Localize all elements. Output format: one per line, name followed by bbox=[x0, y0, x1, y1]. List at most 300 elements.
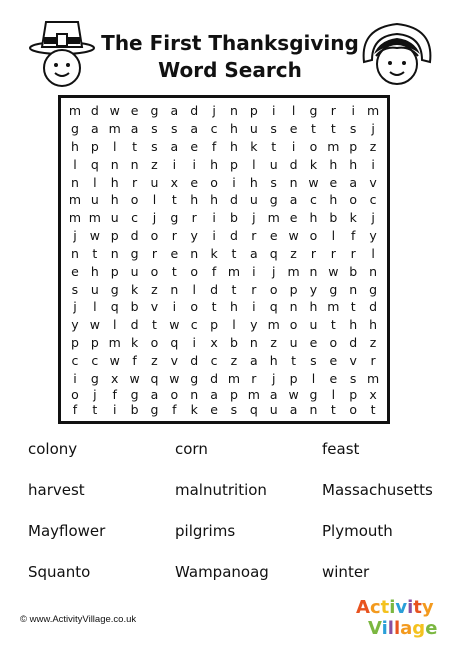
grid-cell: m bbox=[247, 387, 260, 402]
grid-cell: s bbox=[310, 352, 317, 368]
grid-cell: c bbox=[131, 210, 138, 226]
word-item: pilgrims bbox=[175, 522, 236, 540]
grid-cell: j bbox=[252, 210, 256, 226]
grid-cell: g bbox=[150, 402, 159, 417]
grid-cell: j bbox=[271, 370, 276, 386]
grid-cell: o bbox=[170, 387, 179, 402]
grid-cell: t bbox=[271, 139, 277, 155]
grid-cell: d bbox=[369, 299, 378, 315]
grid-cell: r bbox=[310, 245, 316, 261]
grid-cell: m bbox=[267, 210, 280, 226]
grid-cell: m bbox=[68, 210, 82, 226]
grid-cell: m bbox=[227, 263, 241, 279]
grid-cell: c bbox=[91, 352, 99, 368]
grid-cell: r bbox=[350, 245, 356, 261]
grid-cell: g bbox=[70, 121, 79, 137]
word-item: malnutrition bbox=[175, 481, 267, 499]
grid-cell: m bbox=[287, 263, 300, 279]
grid-cell: l bbox=[311, 370, 316, 386]
grid-cell: j bbox=[152, 210, 157, 226]
grid-cell: n bbox=[110, 245, 119, 261]
grid-cell: p bbox=[349, 387, 358, 402]
grid-cell: w bbox=[328, 263, 339, 279]
grid-cell: i bbox=[232, 174, 236, 190]
grid-cell: x bbox=[369, 387, 377, 402]
grid-cell: t bbox=[211, 299, 217, 315]
grid-cell: n bbox=[289, 174, 298, 190]
grid-cell: f bbox=[350, 228, 356, 244]
word-search-grid bbox=[58, 95, 390, 424]
word-item: winter bbox=[322, 563, 370, 581]
grid-cell: o bbox=[269, 281, 278, 297]
grid-cell: h bbox=[229, 299, 238, 315]
grid-cell: g bbox=[309, 103, 318, 119]
grid-cell: z bbox=[151, 156, 158, 172]
grid-cell: a bbox=[289, 402, 298, 417]
grid-cell: k bbox=[349, 210, 357, 226]
grid-cell: d bbox=[210, 370, 219, 386]
grid-cell: w bbox=[89, 317, 100, 333]
grid-cell: g bbox=[309, 387, 318, 402]
grid-cell: f bbox=[211, 139, 217, 155]
grid-cell: q bbox=[269, 299, 278, 315]
grid-cell: h bbox=[309, 210, 318, 226]
grid-cell: h bbox=[110, 192, 119, 208]
grid-cell: v bbox=[170, 352, 179, 368]
grid-cell: g bbox=[130, 387, 139, 402]
grid-cell: v bbox=[369, 174, 377, 190]
grid-cell: t bbox=[330, 402, 336, 417]
grid-cell: j bbox=[371, 121, 375, 137]
grid-cell: p bbox=[110, 263, 119, 279]
title-line-1: The First Thanksgiving bbox=[101, 31, 359, 55]
grid-cell: c bbox=[310, 192, 317, 208]
grid-cell: f bbox=[211, 263, 217, 279]
grid-cell: t bbox=[92, 245, 98, 261]
word-item: corn bbox=[175, 440, 208, 458]
grid-cell: s bbox=[230, 402, 238, 417]
grid-cell: a bbox=[349, 174, 358, 190]
grid-cell: s bbox=[270, 174, 277, 190]
grid-cell: m bbox=[366, 103, 380, 119]
grid-cell: d bbox=[210, 281, 219, 297]
grid-cell: w bbox=[169, 370, 180, 386]
activity-village-logo bbox=[352, 594, 450, 646]
grid-cell: e bbox=[329, 174, 338, 190]
grid-cell: u bbox=[90, 281, 99, 297]
grid-cell: s bbox=[349, 370, 357, 386]
grid-cell: c bbox=[210, 121, 218, 137]
grid-cell: p bbox=[229, 156, 238, 172]
grid-cell: h bbox=[349, 156, 358, 172]
grid-cell: j bbox=[93, 387, 97, 402]
grid-cell: h bbox=[210, 192, 219, 208]
grid-cell: l bbox=[112, 139, 117, 155]
grid-cell: l bbox=[192, 281, 196, 297]
grid-cell: r bbox=[251, 281, 257, 297]
grid-cell: f bbox=[172, 402, 177, 417]
title-line-2: Word Search bbox=[158, 58, 302, 82]
grid-cell: n bbox=[70, 245, 79, 261]
svg-text:Activity: Activity bbox=[356, 597, 434, 618]
grid-cell: i bbox=[192, 334, 196, 350]
grid-cell: t bbox=[370, 402, 376, 417]
grid-cell: z bbox=[369, 334, 377, 350]
grid-cell: l bbox=[331, 387, 336, 402]
grid-cell: i bbox=[112, 402, 117, 417]
grid-cell: t bbox=[132, 139, 138, 155]
pilgrim-girl-icon bbox=[358, 20, 436, 96]
grid-cell: t bbox=[350, 299, 356, 315]
grid-cell: j bbox=[73, 228, 77, 244]
grid-cell: p bbox=[229, 387, 238, 402]
grid-cell: e bbox=[190, 139, 199, 155]
grid-cell: i bbox=[371, 156, 375, 172]
grid-cell: d bbox=[190, 352, 199, 368]
grid-cell: u bbox=[249, 192, 258, 208]
grid-cell: a bbox=[249, 245, 258, 261]
grid-cell: s bbox=[151, 139, 158, 155]
grid-cell: h bbox=[229, 139, 238, 155]
svg-text:Village: Village bbox=[368, 618, 438, 639]
grid-cell: l bbox=[331, 228, 336, 244]
grid-cell: r bbox=[370, 352, 376, 368]
grid-cell: r bbox=[151, 245, 157, 261]
grid-cell: h bbox=[329, 156, 338, 172]
word-item: Mayflower bbox=[28, 522, 106, 540]
grid-cell: k bbox=[130, 281, 139, 297]
grid-cell: s bbox=[171, 121, 178, 137]
grid-cell: h bbox=[210, 156, 219, 172]
grid-cell: y bbox=[250, 317, 258, 333]
grid-cell: g bbox=[110, 281, 119, 297]
grid-cell: k bbox=[210, 245, 218, 261]
grid-cell: k bbox=[250, 139, 258, 155]
grid-cell: m bbox=[108, 334, 121, 350]
grid-cell: t bbox=[310, 121, 316, 137]
grid-cell: o bbox=[289, 317, 298, 333]
grid-cell: t bbox=[291, 352, 297, 368]
grid-cell: u bbox=[90, 192, 99, 208]
grid-cell: a bbox=[130, 121, 139, 137]
grid-cell: q bbox=[110, 299, 119, 315]
grid-cell: l bbox=[232, 317, 236, 333]
grid-cell: l bbox=[291, 103, 296, 119]
grid-cell: q bbox=[90, 156, 99, 172]
grid-cell: u bbox=[289, 334, 298, 350]
grid-cell: m bbox=[327, 139, 340, 155]
grid-cell: z bbox=[230, 352, 238, 368]
grid-cell: i bbox=[212, 228, 216, 244]
grid-cell: x bbox=[110, 370, 119, 386]
grid-cell: g bbox=[150, 103, 159, 119]
grid-cell: c bbox=[210, 352, 218, 368]
grid-cell: w bbox=[308, 174, 319, 190]
grid-cell: u bbox=[269, 156, 278, 172]
grid-cell: n bbox=[229, 103, 238, 119]
word-item: Wampanoag bbox=[175, 563, 269, 581]
grid-cell: z bbox=[290, 245, 297, 261]
grid-cell: t bbox=[231, 281, 237, 297]
grid-cell: n bbox=[249, 334, 258, 350]
grid-cell: j bbox=[212, 103, 216, 119]
grid-cell: h bbox=[90, 263, 99, 279]
grid-cell: z bbox=[151, 281, 158, 297]
grid-cell: o bbox=[150, 228, 159, 244]
grid-cell: d bbox=[130, 317, 139, 333]
grid-cell: g bbox=[170, 210, 179, 226]
pilgrim-boy-icon bbox=[28, 18, 96, 94]
grid-cell: a bbox=[249, 352, 258, 368]
grid-cell: a bbox=[150, 387, 159, 402]
grid-cell: o bbox=[190, 263, 199, 279]
grid-cell: o bbox=[130, 192, 139, 208]
grid-cell: q bbox=[249, 402, 258, 417]
grid-cell: p bbox=[70, 334, 79, 350]
grid-cell: r bbox=[330, 245, 336, 261]
grid-cell: b bbox=[329, 210, 338, 226]
grid-cell: e bbox=[130, 103, 139, 119]
grid-cell: d bbox=[229, 228, 238, 244]
grid-cell: g bbox=[329, 281, 338, 297]
grid-cell: n bbox=[369, 263, 378, 279]
word-item: Squanto bbox=[28, 563, 91, 581]
grid-cell: a bbox=[289, 192, 298, 208]
grid-cell: o bbox=[329, 334, 338, 350]
grid-cell: n bbox=[349, 281, 358, 297]
grid-cell: m bbox=[68, 103, 82, 119]
grid-cell: t bbox=[330, 317, 336, 333]
grid-cell: e bbox=[190, 174, 199, 190]
grid-cell: y bbox=[369, 228, 377, 244]
grid-cell: v bbox=[349, 352, 357, 368]
grid-cell: u bbox=[249, 121, 258, 137]
grid-cell: p bbox=[349, 139, 358, 155]
grid-cell: s bbox=[151, 121, 158, 137]
grid-cell: d bbox=[130, 228, 139, 244]
grid-cell: p bbox=[210, 317, 219, 333]
grid-cell: t bbox=[231, 245, 237, 261]
grid-cells bbox=[65, 102, 383, 417]
grid-cell: u bbox=[130, 263, 139, 279]
grid-cell: l bbox=[93, 299, 97, 315]
grid-cell: m bbox=[327, 299, 340, 315]
grid-cell: o bbox=[71, 387, 79, 402]
grid-cell: i bbox=[172, 299, 177, 315]
grid-cell: s bbox=[71, 281, 79, 297]
grid-cell: a bbox=[190, 121, 199, 137]
grid-cell: o bbox=[190, 299, 199, 315]
grid-cell: n bbox=[289, 299, 298, 315]
grid-cell: g bbox=[130, 245, 139, 261]
word-item: feast bbox=[322, 440, 360, 458]
grid-cell: e bbox=[309, 334, 318, 350]
grid-cell: s bbox=[270, 121, 277, 137]
grid-cell: n bbox=[110, 156, 119, 172]
grid-cell: m bbox=[227, 370, 241, 386]
grid-cell: p bbox=[249, 103, 258, 119]
grid-cell: r bbox=[191, 210, 197, 226]
grid-cell: a bbox=[269, 387, 278, 402]
grid-cell: p bbox=[289, 370, 298, 386]
word-list bbox=[28, 440, 448, 600]
grid-cell: l bbox=[252, 156, 256, 172]
grid-cell: w bbox=[89, 228, 100, 244]
grid-cell: h bbox=[229, 121, 238, 137]
grid-cell: w bbox=[288, 387, 299, 402]
grid-cell: q bbox=[269, 245, 278, 261]
grid-cell: d bbox=[90, 103, 99, 119]
grid-cell: j bbox=[73, 299, 77, 315]
grid-cell: p bbox=[289, 281, 298, 297]
grid-cell: h bbox=[369, 317, 378, 333]
grid-cell: o bbox=[210, 174, 218, 190]
grid-cell: m bbox=[366, 370, 380, 386]
footer-url: © www.ActivityVillage.co.uk bbox=[20, 614, 137, 625]
grid-cell: y bbox=[71, 317, 79, 333]
grid-cell: c bbox=[369, 192, 377, 208]
grid-cell: g bbox=[190, 370, 199, 386]
word-item: Plymouth bbox=[322, 522, 393, 540]
grid-cell: b bbox=[229, 334, 238, 350]
grid-cell: p bbox=[90, 334, 99, 350]
grid-cell: w bbox=[129, 370, 140, 386]
grid-cell: f bbox=[132, 352, 137, 368]
grid-cell: e bbox=[170, 245, 179, 261]
grid-cell: q bbox=[150, 370, 159, 386]
grid-cell: r bbox=[251, 228, 257, 244]
grid-cell: i bbox=[212, 210, 216, 226]
grid-cell: w bbox=[109, 352, 120, 368]
grid-cell: o bbox=[349, 192, 358, 208]
grid-cell: z bbox=[151, 352, 158, 368]
grid-cell: d bbox=[190, 103, 199, 119]
grid-cell: k bbox=[130, 334, 139, 350]
page-title bbox=[100, 30, 360, 84]
grid-cell: i bbox=[351, 103, 355, 119]
grid-cell: x bbox=[170, 174, 179, 190]
grid-cell: g bbox=[369, 281, 378, 297]
grid-cell: b bbox=[349, 263, 358, 279]
grid-cell: u bbox=[269, 402, 278, 417]
grid-cell: n bbox=[70, 174, 79, 190]
grid-cell: u bbox=[150, 174, 159, 190]
grid-cell: r bbox=[171, 228, 177, 244]
word-item: Massachusetts bbox=[322, 481, 433, 499]
grid-cell: c bbox=[190, 317, 198, 333]
grid-cell: g bbox=[269, 192, 278, 208]
grid-cell: n bbox=[130, 156, 139, 172]
grid-cell: i bbox=[172, 156, 177, 172]
grid-cell: q bbox=[170, 334, 179, 350]
grid-cell: h bbox=[329, 192, 338, 208]
grid-cell: y bbox=[190, 228, 198, 244]
grid-cell: j bbox=[371, 210, 375, 226]
grid-cell: m bbox=[108, 121, 121, 137]
grid-cell: i bbox=[291, 139, 296, 155]
grid-cell: i bbox=[271, 103, 276, 119]
grid-cell: l bbox=[73, 156, 77, 172]
grid-cell: z bbox=[270, 334, 277, 350]
grid-cell: f bbox=[112, 387, 117, 402]
grid-cell: r bbox=[330, 103, 336, 119]
grid-cell: k bbox=[190, 402, 198, 417]
grid-cell: j bbox=[271, 263, 276, 279]
grid-cell: w bbox=[288, 228, 299, 244]
grid-cell: e bbox=[71, 263, 79, 279]
grid-cell: h bbox=[269, 352, 278, 368]
grid-cell: r bbox=[131, 174, 138, 190]
grid-cell: l bbox=[371, 245, 375, 261]
grid-cell: b bbox=[130, 299, 139, 315]
grid-cell: t bbox=[330, 121, 336, 137]
grid-cell: e bbox=[269, 228, 278, 244]
grid-cell: m bbox=[88, 210, 101, 226]
grid-cell: h bbox=[309, 299, 318, 315]
grid-cell: n bbox=[309, 402, 318, 417]
grid-cell: a bbox=[170, 139, 179, 155]
grid-cell: r bbox=[251, 370, 257, 386]
grid-cell: e bbox=[289, 210, 298, 226]
grid-cell: o bbox=[349, 402, 358, 417]
grid-cell: h bbox=[70, 139, 79, 155]
grid-cell: n bbox=[309, 263, 318, 279]
grid-cell: l bbox=[152, 192, 157, 208]
grid-cell: l bbox=[112, 317, 117, 333]
grid-cell: t bbox=[92, 402, 98, 417]
grid-cell: u bbox=[110, 210, 119, 226]
grid-cell: f bbox=[72, 402, 78, 417]
grid-cell: h bbox=[110, 174, 119, 190]
grid-cell: a bbox=[170, 103, 179, 119]
grid-cell: v bbox=[150, 299, 159, 315]
grid-cell: t bbox=[171, 263, 177, 279]
grid-cell: l bbox=[93, 174, 97, 190]
grid-cell: b bbox=[229, 210, 238, 226]
grid-cell: c bbox=[71, 352, 79, 368]
grid-cell: w bbox=[109, 103, 120, 119]
grid-cell: d bbox=[229, 192, 238, 208]
grid-cell: o bbox=[150, 334, 159, 350]
grid-cell: n bbox=[170, 281, 179, 297]
grid-cell: n bbox=[190, 387, 199, 402]
grid-cell: i bbox=[73, 370, 77, 386]
grid-cell: e bbox=[210, 402, 218, 417]
grid-cell: s bbox=[349, 121, 357, 137]
grid-cell: o bbox=[309, 228, 318, 244]
grid-cell: a bbox=[210, 387, 218, 402]
grid-cell: p bbox=[90, 139, 99, 155]
grid-cell: y bbox=[309, 281, 318, 297]
grid-cell: u bbox=[309, 317, 318, 333]
grid-cell: a bbox=[90, 121, 99, 137]
grid-cell: z bbox=[369, 139, 377, 155]
grid-cell: x bbox=[210, 334, 218, 350]
grid-cell: g bbox=[90, 370, 99, 386]
grid-cell: p bbox=[110, 228, 119, 244]
grid-cell: o bbox=[309, 139, 318, 155]
grid-cell: o bbox=[150, 263, 159, 279]
grid-cell: h bbox=[349, 317, 358, 333]
grid-cell: e bbox=[329, 370, 338, 386]
grid-cell: d bbox=[349, 334, 358, 350]
grid-cell: i bbox=[252, 299, 256, 315]
grid-cell: t bbox=[171, 192, 177, 208]
grid-cell: m bbox=[267, 317, 280, 333]
word-item: harvest bbox=[28, 481, 85, 499]
grid-cell: e bbox=[329, 352, 338, 368]
word-item: colony bbox=[28, 440, 78, 458]
